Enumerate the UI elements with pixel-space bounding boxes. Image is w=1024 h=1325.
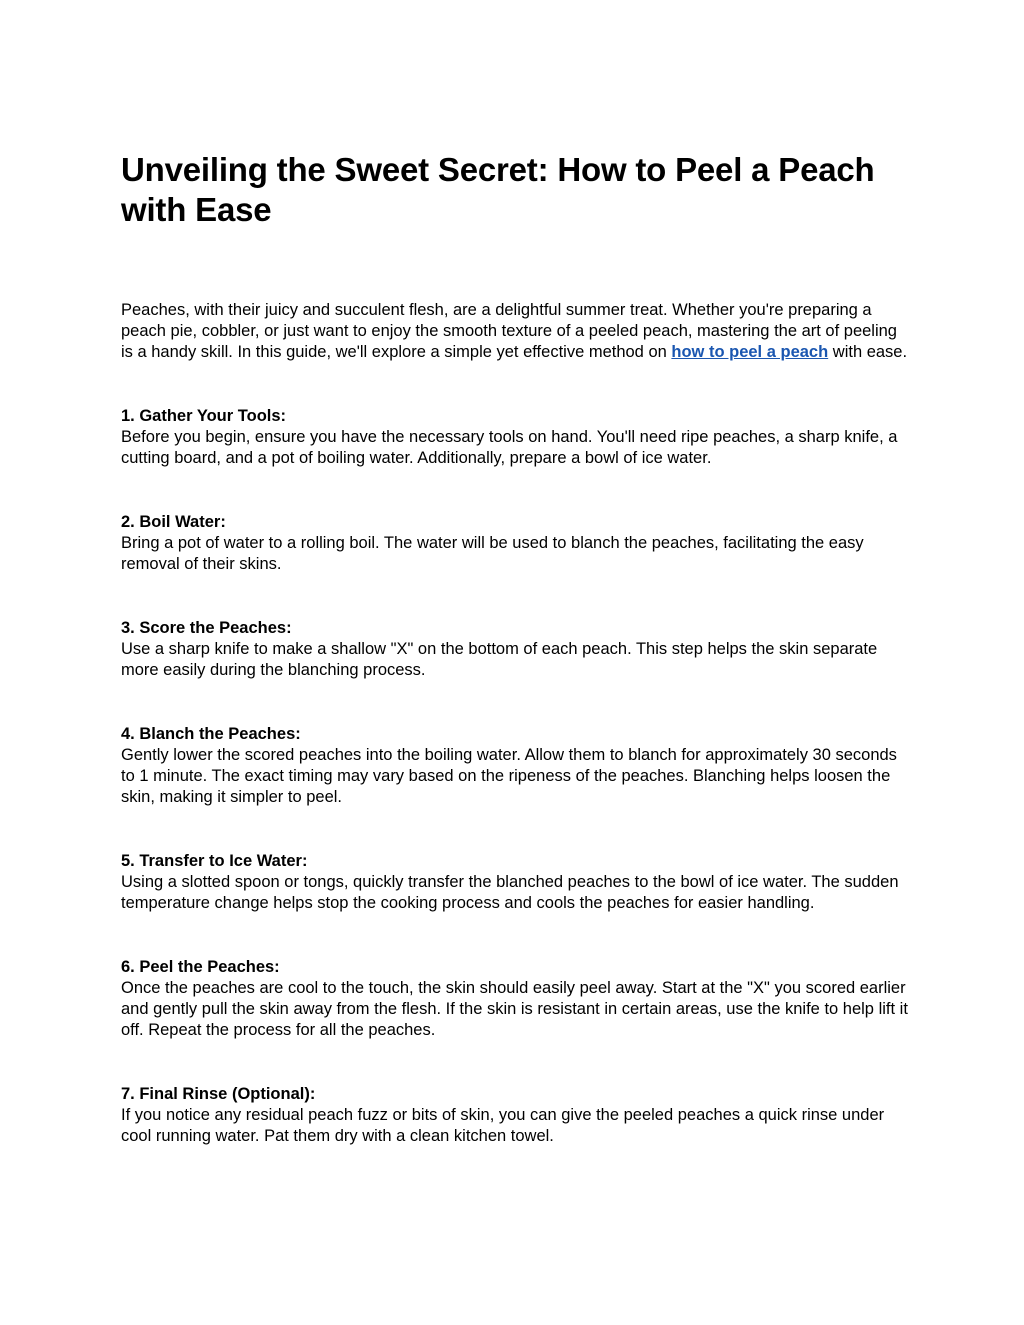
- page-title: Unveiling the Sweet Secret: How to Peel a Peach with Ease: [121, 151, 875, 228]
- intro-paragraph: [121, 300, 911, 363]
- step-7: [121, 1084, 911, 1147]
- step-6: [121, 957, 911, 1041]
- step-body: Once the peaches are cool to the touch, the skin should easily peel away. Start at the "X" you scored earlier and gently pull the skin away from the flesh. If the skin is resistant in certain areas, use the knife to help lift it off. Repeat the process for all the peaches.: [121, 979, 908, 1039]
- step-body: Gently lower the scored peaches into the boiling water. Allow them to blanch for approximately 30 seconds to 1 minute. The exact timing may vary based on the ripeness of the peaches. Blanching helps loosen the skin, making it simpler to peel.: [121, 746, 897, 806]
- step-3: [121, 618, 911, 681]
- step-body: Using a slotted spoon or tongs, quickly transfer the blanched peaches to the bowl of ice water. The sudden temperature change helps stop the cooking process and cools the peaches for easier handling.: [121, 873, 899, 912]
- step-4: [121, 724, 911, 808]
- step-body: If you notice any residual peach fuzz or bits of skin, you can give the peeled peaches a quick rinse under cool running water. Pat them dry with a clean kitchen towel.: [121, 1106, 885, 1145]
- how-to-peel-link[interactable]: how to peel a peach: [671, 343, 829, 361]
- step-heading: 7. Final Rinse (Optional):: [121, 1085, 316, 1103]
- step-body: Before you begin, ensure you have the necessary tools on hand. You'll need ripe peaches, a sharp knife, a cutting board, and a pot of boiling water. Additionally, prepare a bowl of ice water.: [121, 428, 898, 467]
- document-page: [121, 150, 911, 1147]
- step-body: Bring a pot of water to a rolling boil. The water will be used to blanch the peaches, facilitating the easy removal of their skins.: [121, 534, 864, 573]
- step-5: [121, 851, 911, 914]
- step-heading: 5. Transfer to Ice Water:: [121, 852, 308, 870]
- step-heading: 4. Blanch the Peaches:: [121, 725, 301, 743]
- step-2: [121, 512, 911, 575]
- step-body: Use a sharp knife to make a shallow "X" on the bottom of each peach. This step helps the skin separate more easily during the blanching process.: [121, 640, 878, 679]
- intro-text-after-link: with ease.: [828, 343, 908, 361]
- step-heading: 6. Peel the Peaches:: [121, 958, 280, 976]
- step-heading: 1. Gather Your Tools:: [121, 407, 287, 425]
- intro-text-before-link: Peaches, with their juicy and succulent flesh, are a delightful summer treat. Whether you're preparing a peach pie, cobbler, or just want to enjoy the smooth texture of a peeled peach, mastering the art of peeling is a handy skill. In this guide, we'll explore a simple yet effective method on: [121, 301, 897, 361]
- step-1: [121, 406, 911, 469]
- step-heading: 2. Boil Water:: [121, 513, 226, 531]
- step-heading: 3. Score the Peaches:: [121, 619, 292, 637]
